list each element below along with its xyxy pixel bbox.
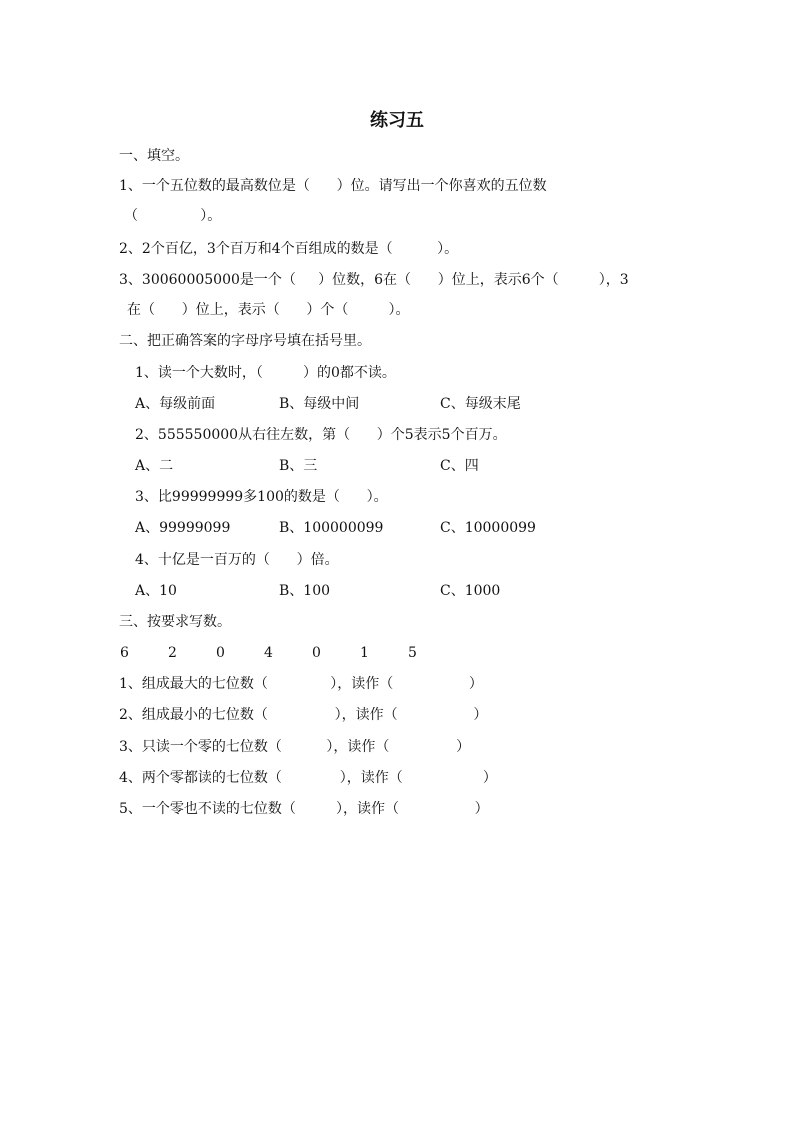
choice-3-option-a: A、99999099 <box>135 520 231 536</box>
choice-question-2: 2、555550000从右往左数，第（ ）个5表示5个百万。 <box>135 427 507 443</box>
choice-2-option-a: A、二 <box>135 458 174 474</box>
write-number-item-1: 1、组成最大的七位数（ ），读作（ ） <box>119 676 483 692</box>
choice-1-option-b: B、每级中间 <box>279 396 360 412</box>
question-3-line-2: 在（ ）位上，表示（ ）个（ ）。 <box>127 302 410 318</box>
choice-2-option-b: B、三 <box>279 458 318 474</box>
page-title: 练习五 <box>370 110 424 131</box>
write-number-item-5: 5、一个零也不读的七位数（ ），读作（ ） <box>119 801 489 817</box>
question-1-line-2: （ ）。 <box>124 208 222 224</box>
choice-question-3: 3、比99999999多100的数是（ ）。 <box>135 489 388 505</box>
section-2-heading: 二、把正确答案的字母序号填在括号里。 <box>119 333 371 349</box>
write-number-item-2: 2、组成最小的七位数（ ），读作（ ） <box>119 707 488 723</box>
digit-card: 2 <box>168 645 177 661</box>
digit-card: 6 <box>120 645 129 661</box>
section-1-heading: 一、填空。 <box>119 148 189 164</box>
digit-card: 4 <box>264 645 273 661</box>
choice-4-option-b: B、100 <box>279 583 331 599</box>
choice-4-option-c: C、1000 <box>440 583 501 599</box>
digit-card: 5 <box>408 645 417 661</box>
digit-card: 1 <box>360 645 369 661</box>
question-2: 2、2个百亿，3个百万和4个百组成的数是（ ）。 <box>119 241 459 257</box>
choice-3-option-b: B、100000099 <box>279 520 384 536</box>
choice-3-option-c: C、10000099 <box>440 520 536 536</box>
question-3-line-1: 3、30060005000是一个（ ）位数，6在（ ）位上，表示6个（ ），3 <box>119 272 629 288</box>
choice-1-option-c: C、每级末尾 <box>440 396 521 412</box>
choice-question-1: 1、读一个大数时，（ ）的0都不读。 <box>135 365 396 381</box>
question-1-line-1: 1、一个五位数的最高数位是（ ）位。请写出一个你喜欢的五位数 <box>119 178 547 194</box>
digit-card: 0 <box>312 645 321 661</box>
choice-1-option-a: A、每级前面 <box>135 396 216 412</box>
choice-4-option-a: A、10 <box>135 583 177 599</box>
section-3-heading: 三、按要求写数。 <box>119 614 231 630</box>
choice-question-4: 4、十亿是一百万的（ ）倍。 <box>135 552 339 568</box>
digit-card: 0 <box>216 645 225 661</box>
write-number-item-4: 4、两个零都读的七位数（ ），读作（ ） <box>119 770 497 786</box>
choice-2-option-c: C、四 <box>440 458 479 474</box>
write-number-item-3: 3、只读一个零的七位数（ ），读作（ ） <box>119 739 471 755</box>
